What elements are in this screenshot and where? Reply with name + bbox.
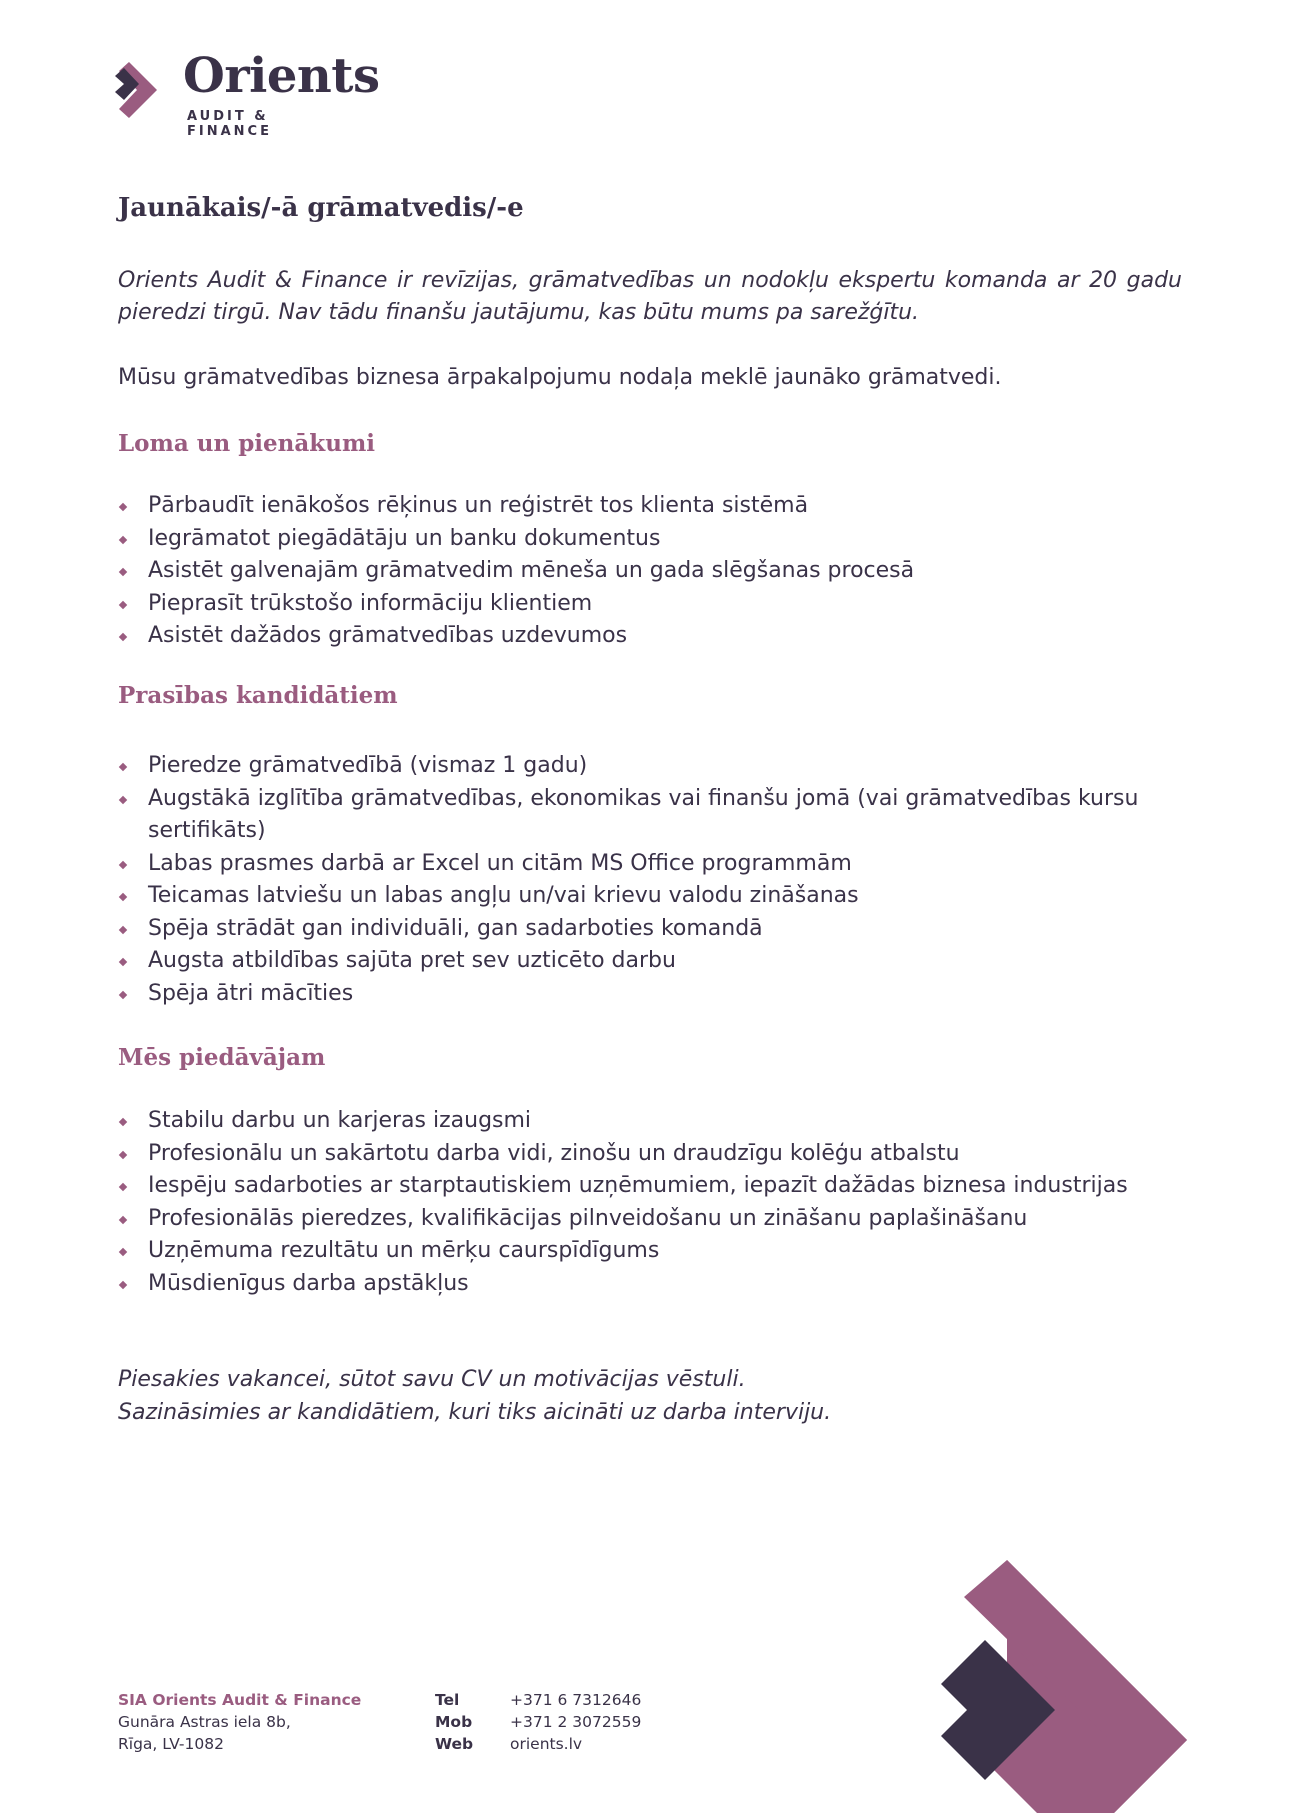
footer-address bbox=[118, 1689, 361, 1755]
list-item: Mūsdienīgus darba apstākļus bbox=[118, 1268, 1182, 1301]
bullet-icon bbox=[119, 633, 127, 641]
list-item: Iegrāmatot piegādātāju un banku dokumentus bbox=[118, 523, 1182, 556]
bullet-icon bbox=[119, 503, 127, 511]
list-item: Augstākā izglītība grāmatvedības, ekonomikas vai finanšu jomā (vai grāmatvedības kursu sertifikāts) bbox=[118, 783, 1182, 848]
bullet-icon bbox=[119, 893, 127, 901]
list-item: Pārbaudīt ienākošos rēķinus un reģistrēt tos klienta sistēmā bbox=[118, 490, 1182, 523]
contact-label: Web bbox=[435, 1735, 474, 1753]
requirements-list bbox=[118, 750, 1182, 1010]
bullet-icon bbox=[119, 958, 127, 966]
list-item: Asistēt dažādos grāmatvedības uzdevumos bbox=[118, 620, 1182, 653]
closing-line-apply: Piesakies vakancei, sūtot savu CV un motivācijas vēstuli. bbox=[118, 1367, 746, 1392]
list-item: Asistēt galvenajām grāmatvedim mēneša un gada slēgšanas procesā bbox=[118, 555, 1182, 588]
bullet-icon bbox=[119, 1183, 127, 1191]
decorative-chevrons-icon bbox=[930, 1560, 1200, 1813]
section-heading-requirements: Prasības kandidātiem bbox=[118, 682, 398, 709]
logo-name: Orients bbox=[183, 48, 380, 104]
footer-contacts bbox=[435, 1689, 641, 1755]
section-heading-offer: Mēs piedāvājam bbox=[118, 1044, 326, 1071]
contact-row-mob bbox=[435, 1711, 641, 1733]
offer-list bbox=[118, 1105, 1182, 1300]
lead-paragraph: Mūsu grāmatvedības biznesa ārpakalpojumu nodaļa meklē jaunāko grāmatvedi. bbox=[118, 365, 1002, 390]
job-title: Jaunākais/-ā grāmatvedis/-e bbox=[118, 193, 524, 223]
bullet-icon bbox=[119, 795, 127, 803]
bullet-icon bbox=[119, 1248, 127, 1256]
section-heading-duties: Loma un pienākumi bbox=[118, 430, 376, 457]
contact-value: orients.lv bbox=[510, 1735, 583, 1753]
list-item: Augsta atbildības sajūta pret sev uzticēto darbu bbox=[118, 945, 1182, 978]
contact-value: +371 6 7312646 bbox=[510, 1691, 642, 1709]
bullet-icon bbox=[119, 600, 127, 608]
footer-address-line: Rīga, LV-1082 bbox=[118, 1735, 224, 1753]
bullet-icon bbox=[119, 860, 127, 868]
list-item: Iespēju sadarboties ar starptautiskiem uzņēmumiem, iepazīt dažādas biznesa industrijas bbox=[118, 1170, 1182, 1203]
closing-line-contact: Sazināsimies ar kandidātiem, kuri tiks aicināti uz darba interviju. bbox=[118, 1399, 832, 1425]
list-item: Labas prasmes darbā ar Excel un citām MS Office programmām bbox=[118, 848, 1182, 881]
list-item: Uzņēmuma rezultātu un mērķu caurspīdīgums bbox=[118, 1235, 1182, 1268]
bullet-icon bbox=[119, 990, 127, 998]
closing-note bbox=[118, 1364, 831, 1429]
list-item: Pieredze grāmatvedībā (vismaz 1 gadu) bbox=[118, 750, 1182, 783]
list-item: Profesionālās pieredzes, kvalifikācijas pilnveidošanu un zināšanu paplašināšanu bbox=[118, 1203, 1182, 1236]
list-item: Pieprasīt trūkstošo informāciju klientiem bbox=[118, 588, 1182, 621]
bullet-icon bbox=[119, 568, 127, 576]
bullet-icon bbox=[119, 1280, 127, 1288]
bullet-icon bbox=[119, 535, 127, 543]
bullet-icon bbox=[119, 1150, 127, 1158]
duties-list bbox=[118, 490, 1182, 653]
footer-address-line: Gunāra Astras iela 8b, bbox=[118, 1713, 291, 1731]
list-item: Spēja strādāt gan individuāli, gan sadarboties komandā bbox=[118, 913, 1182, 946]
contact-label: Mob bbox=[435, 1713, 473, 1731]
bullet-icon bbox=[119, 763, 127, 771]
bullet-icon bbox=[119, 1215, 127, 1223]
intro-paragraph: Orients Audit & Finance ir revīzijas, grāmatvedības un nodokļu ekspertu komanda ar 20 gadu pieredzi tirgū. Nav tādu finanšu jautājumu, kas būtu mums pa sarežģītu. bbox=[118, 268, 1182, 325]
list-item: Spēja ātri mācīties bbox=[118, 978, 1182, 1011]
logo-tagline: AUDIT & FINANCE bbox=[187, 109, 272, 139]
contact-value: +371 2 3072559 bbox=[510, 1713, 642, 1731]
logo-chevron-icon bbox=[115, 62, 169, 124]
contact-row-web bbox=[435, 1733, 641, 1755]
company-logo bbox=[115, 48, 380, 139]
contact-row-tel bbox=[435, 1689, 641, 1711]
list-item: Profesionālu un sakārtotu darba vidi, zinošu un draudzīgu kolēģu atbalstu bbox=[118, 1138, 1182, 1171]
bullet-icon bbox=[119, 925, 127, 933]
list-item: Teicamas latviešu un labas angļu un/vai krievu valodu zināšanas bbox=[118, 880, 1182, 913]
contact-label: Tel bbox=[435, 1691, 460, 1709]
bullet-icon bbox=[119, 1118, 127, 1126]
list-item: Stabilu darbu un karjeras izaugsmi bbox=[118, 1105, 1182, 1138]
footer-company: SIA Orients Audit & Finance bbox=[118, 1691, 362, 1709]
